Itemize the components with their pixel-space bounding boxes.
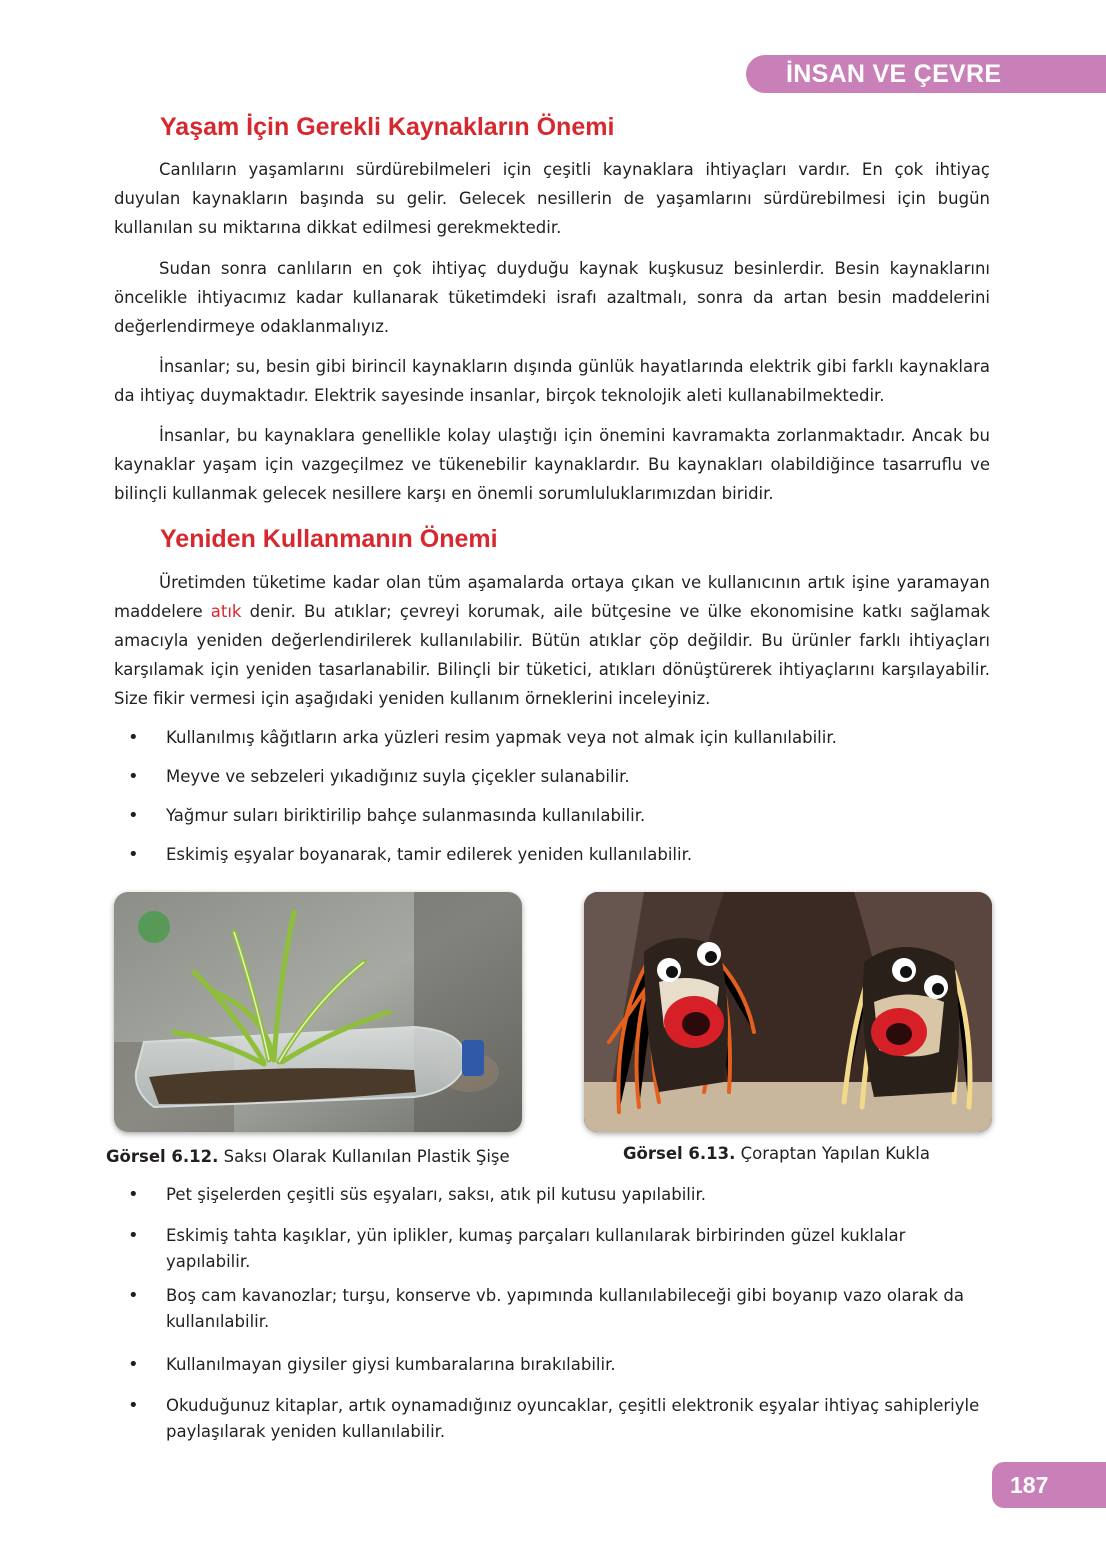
bottle-planter-photo: [114, 892, 522, 1132]
page-number: 187: [992, 1462, 1106, 1508]
list-item: • Yağmur suları biriktirilip bahçe sulanmasında kullanılabilir.: [128, 803, 990, 829]
list-item: • Eskimiş tahta kaşıklar, yün iplikler, kumaş parçaları kullanılarak birbirinden güzel kuklalar yapılabilir.: [128, 1223, 990, 1275]
figure-caption-6-12: [106, 1147, 510, 1166]
section-title-resources: Yaşam İçin Gerekli Kaynakların Önemi: [160, 113, 615, 141]
paragraph-intro: [114, 568, 990, 713]
sock-puppet-photo: [584, 892, 992, 1132]
list-item: • Eskimiş eşyalar boyanarak, tamir edilerek yeniden kullanılabilir.: [128, 842, 990, 868]
sock-puppet-illustration: [584, 892, 992, 1132]
list-item: • Boş cam kavanozlar; turşu, konserve vb. yapımında kullanılabileceği gibi boyanıp vazo olarak da kullanılabilir.: [128, 1283, 990, 1335]
paragraph: İnsanlar, bu kaynaklara genellikle kolay ulaştığı için önemini kavramakta zorlanmaktadır. Ancak bu kaynaklar yaşam için vazgeçilmez ve tükenebilir kaynaklardır. Bu kaynakları olabildiğince tasarruflu ve bilinçli kullanmak gelecek nesillere karşı en önemli sorumluluklarımızdan biridir.: [114, 426, 990, 503]
figure-caption-text: Saksı Olarak Kullanılan Plastik Şişe: [223, 1147, 510, 1166]
figure-label: Görsel 6.12.: [106, 1147, 219, 1166]
list-item: • Meyve ve sebzeleri yıkadığınız suyla çiçekler sulanabilir.: [128, 764, 990, 790]
bullet-list-bottom: [128, 1182, 990, 1445]
list-item: • Okuduğunuz kitaplar, artık oynamadığınız oyuncaklar, çeşitli elektronik eşyalar ihtiyaç sahipleriyle paylaşılarak yeniden kullanılabilir.: [128, 1393, 990, 1445]
list-item: • Pet şişelerden çeşitli süs eşyaları, saksı, atık pil kutusu yapılabilir.: [128, 1182, 990, 1208]
paragraph: Sudan sonra canlıların en çok ihtiyaç duyduğu kaynak kuşkusuz besinlerdir. Besin kaynaklarını öncelikle ihtiyacımız kadar kullanarak tüketimdeki israfı azaltmalı, sonra da artan besin maddelerini değerlendirmeye odaklanmalıyız.: [114, 259, 990, 336]
figure-label: Görsel 6.13.: [623, 1144, 736, 1163]
section-title-reuse: Yeniden Kullanmanın Önemi: [160, 525, 498, 553]
paragraph: Canlıların yaşamlarını sürdürebilmeleri için çeşitli kaynaklara ihtiyaçları vardır. En çok ihtiyaç duyulan kaynakların başında su gelir. Gelecek nesillerin de yaşamlarını sürdürebilmesi için bugün kullanılan su miktarına dikkat edilmesi gerekmektedir.: [114, 160, 990, 237]
bottle-planter-illustration: [114, 892, 522, 1132]
highlight-term: atık: [210, 602, 242, 621]
unit-title-tab: İNSAN VE ÇEVRE: [746, 55, 1106, 93]
paragraph: İnsanlar; su, besin gibi birincil kaynakların dışında günlük hayatlarında elektrik gibi farklı kaynaklara da ihtiyaç duymaktadır. Elektrik sayesinde insanlar, birçok teknolojik aleti kullanabilmektedir.: [114, 357, 990, 405]
list-item: • Kullanılmayan giysiler giysi kumbaralarına bırakılabilir.: [128, 1352, 990, 1378]
figure-caption-6-13: [623, 1144, 930, 1163]
figure-caption-text: Çoraptan Yapılan Kukla: [740, 1144, 931, 1163]
list-item: • Kullanılmış kâğıtların arka yüzleri resim yapmak veya not almak için kullanılabilir.: [128, 725, 990, 751]
bullet-list-top: [128, 725, 990, 868]
intro-text: Üretimden tüketime kadar olan tüm aşamalarda ortaya çıkan ve kullanıcının artık işine yaramayan maddelere: [114, 573, 990, 621]
intro-text: denir. Bu atıklar; çevreyi korumak, aile bütçesine ve ülke ekonomisine katkı sağlamak amacıyla yeniden değerlendirilerek kullanılabilir. Bütün atıklar çöp değildir. Bu ürünler farklı ihtiyaçları karşılamak için yeniden tasarlanabilir. Bilinçli bir tüketici, atıkları dönüştürerek ihtiyaçlarını karşılayabilir. Size fikir vermesi için aşağıdaki yeniden kullanım örneklerini inceleyiniz.: [114, 602, 990, 708]
